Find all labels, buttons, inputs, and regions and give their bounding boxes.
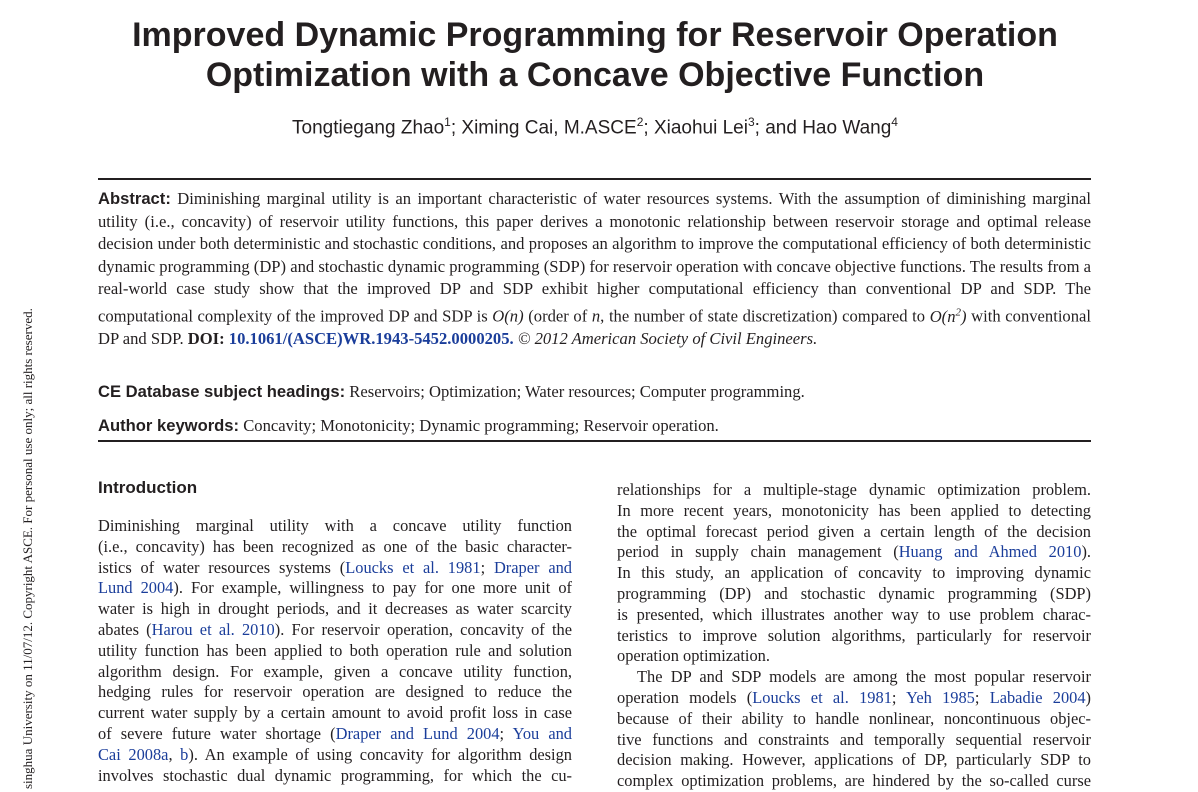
author-keywords-label: Author keywords: — [98, 416, 240, 435]
text-fragment: ). — [1081, 542, 1091, 562]
text-fragment: abates ( — [98, 619, 152, 639]
text-line: In this study, an application of concavity to improving dynamic — [617, 563, 1091, 583]
citation-link[interactable]: Harou et al. 2010 — [151, 619, 275, 639]
text-fragment: ). An example of using concavity for algorithm design — [188, 744, 572, 764]
text-line: In more recent years, monotonicity has been applied to detecting — [617, 500, 1091, 520]
citation-link[interactable]: You and — [512, 723, 572, 743]
math-base: O(n — [929, 306, 956, 326]
text-fragment: ; — [480, 557, 494, 577]
text-fragment: of severe future water shortage ( — [98, 723, 336, 743]
citation-link[interactable]: Loucks et al. 1981 — [345, 557, 481, 577]
abstract-text: with conventional DP and SDP. — [98, 306, 1091, 349]
text-line: decision making. However, applications of DP, particularly SDP to — [617, 750, 1091, 770]
author-separator: ; and — [754, 117, 803, 139]
text-fragment: period in supply chain management ( — [617, 542, 899, 562]
copyright-notice: © 2012 American Society of Civil Engineers. — [517, 329, 818, 349]
text-line: hedging rules for reservoir operation are designed to reduce the — [98, 682, 572, 702]
abstract-text: (order of — [528, 306, 588, 326]
subject-headings-label: CE Database subject headings: — [98, 382, 346, 401]
text-line: involves stochastic dual dynamic programming, for which the cu- — [98, 765, 572, 785]
text-line: tive functions and constraints and temporally sequential reservoir — [617, 729, 1091, 749]
text-line: operation optimization. — [617, 646, 770, 666]
text-line — [98, 724, 572, 745]
citation-link[interactable]: Cai 2008a — [98, 744, 169, 764]
author-keywords-text: Concavity; Monotonicity; Dynamic programming; Reservoir operation. — [243, 416, 719, 435]
abstract-paragraph — [98, 188, 1091, 351]
author-affiliation-mark: 1 — [444, 115, 451, 129]
author-list — [80, 115, 1110, 139]
right-column-text — [617, 480, 1091, 792]
author-separator: ; — [643, 117, 654, 139]
text-line: because of their ability to handle nonlinear, noncontinuous objec- — [617, 708, 1091, 728]
author-name: Ximing Cai, M.ASCE — [461, 117, 637, 139]
text-line — [98, 578, 572, 599]
text-fragment: ; — [499, 723, 513, 743]
doi-link[interactable]: 10.1061/(ASCE)WR.1943-5452.0000205. — [228, 329, 514, 349]
title-line-1: Improved Dynamic Programming for Reservoir Operation — [132, 16, 1058, 54]
citation-link[interactable]: Lund 2004 — [98, 578, 174, 598]
text-fragment: ; — [974, 687, 990, 707]
abstract-text: Diminishing marginal utility is an important characteristic of water resources systems. With the assumption of diminishing marginal utility (i.e., concavity) of reservoir utility functions, this paper derives a monotonic relationship between reservoir storage and optimal release decision under both deterministic and stochastic conditions, and proposes an algorithm to improve the computational efficiency of both deterministic dynamic programming (DP) and stochastic dynamic programming (SDP) for reservoir operation with concave objective functions. The results from a real-world case study show that the improved DP and SDP exhibit higher computational efficiency than conventional DP and SDP. The computational complexity of the improved DP and SDP is — [98, 189, 1092, 326]
subject-headings — [98, 381, 1091, 403]
text-line — [98, 620, 572, 641]
citation-link[interactable]: b — [180, 744, 189, 764]
keywords-divider — [98, 440, 1091, 442]
citation-link[interactable]: Draper and Lund 2004 — [335, 723, 500, 743]
text-fragment: ). For reservoir operation, concavity of the — [274, 619, 572, 639]
text-fragment: istics of water resources systems ( — [98, 557, 346, 577]
text-line — [617, 542, 1091, 563]
abstract-label: Abstract: — [98, 189, 171, 208]
text-fragment: ; — [891, 687, 907, 707]
copyright-sidebar-note: singhua University on 11/07/12. Copyright ASCE. For personal use only; all rights reserved. — [20, 308, 35, 789]
text-line: water is high in drought periods, and it decreases as water scarcity — [98, 599, 572, 619]
author-separator: ; — [450, 117, 462, 139]
citation-link[interactable]: Yeh 1985 — [906, 687, 975, 707]
subject-headings-text: Reservoirs; Optimization; Water resources; Computer programming. — [349, 382, 805, 401]
citation-link[interactable]: Loucks et al. 1981 — [752, 687, 892, 707]
text-line: is presented, which illustrates another way to use problem charac- — [617, 604, 1091, 624]
text-line: programming (DP) and stochastic dynamic programming (SDP) — [617, 583, 1091, 603]
section-heading-introduction: Introduction — [98, 478, 198, 497]
text-line: complex optimization problems, are hindered by the so-called curse — [617, 771, 1091, 791]
author-affiliation-mark: 2 — [636, 115, 644, 129]
text-line: current water supply by a certain amount to avoid profit loss in case — [98, 703, 572, 723]
text-line: teristics to improve solution algorithms, particularly for reservoir — [617, 625, 1091, 645]
paper-title — [80, 15, 1110, 95]
doi-label: DOI: — [187, 329, 225, 349]
citation-link[interactable]: Draper and — [493, 557, 572, 577]
text-line — [98, 558, 572, 579]
complexity-math: O(n) — [492, 306, 524, 326]
variable-n: n — [591, 306, 601, 326]
complexity-math-squared — [930, 307, 967, 326]
author-name: Tongtiegang Zhao — [292, 117, 445, 139]
author-affiliation-mark: 4 — [891, 115, 898, 129]
text-line: (i.e., concavity) has been recognized as one of the basic character- — [98, 536, 572, 556]
author-name: Hao Wang — [802, 117, 892, 139]
title-line-2: Optimization with a Concave Objective Function — [205, 56, 985, 94]
abstract-text: , the number of state discretization) compared to — [600, 306, 926, 326]
text-line: Diminishing marginal utility with a concave utility function — [98, 516, 572, 535]
text-line: utility function has been applied to both operation rule and solution — [98, 640, 572, 660]
text-line: algorithm design. For example, given a concave utility function, — [98, 661, 572, 681]
citation-link[interactable]: Labadie 2004 — [989, 687, 1086, 707]
text-line — [617, 688, 1091, 709]
author-affiliation-mark: 3 — [747, 115, 755, 129]
math-close: ) — [961, 306, 967, 326]
math-exponent: 2 — [955, 305, 962, 318]
author-name: Xiaohui Lei — [653, 117, 748, 139]
text-fragment: ) — [1085, 687, 1091, 707]
text-fragment: operation models ( — [617, 687, 753, 707]
top-divider — [98, 178, 1091, 180]
text-line — [98, 745, 572, 766]
text-line: The DP and SDP models are among the most popular reservoir — [637, 667, 1091, 687]
text-line: relationships for a multiple-stage dynamic optimization problem. — [617, 480, 1091, 499]
author-keywords — [98, 415, 1091, 437]
left-column-text — [98, 516, 572, 786]
citation-link[interactable]: Huang and Ahmed 2010 — [898, 542, 1082, 562]
text-fragment: ). For example, willingness to pay for one more unit of — [173, 578, 572, 598]
text-line: the optimal forecast period given a certain length of the decision — [617, 521, 1091, 541]
text-fragment: , — [168, 744, 181, 764]
